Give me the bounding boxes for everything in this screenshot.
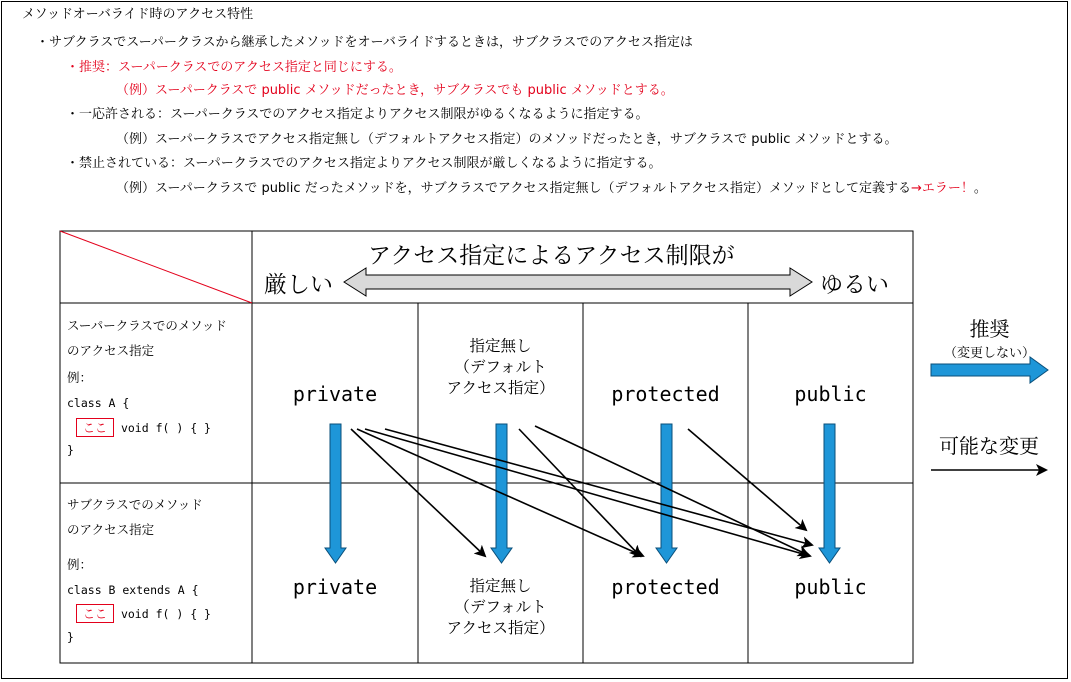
- scale-strict-label: 厳しい: [264, 272, 333, 298]
- row2-code-close: }: [67, 630, 74, 644]
- arrow-default-to-protected: [519, 429, 640, 556]
- page-title: メソッドオーバライド時のアクセス特性: [22, 7, 254, 22]
- row2-code-method: [76, 604, 211, 623]
- row1-example-label: 例：: [67, 370, 93, 385]
- row1-code-method: [76, 418, 211, 437]
- legend-recommended: 推奨: [969, 317, 1010, 341]
- sub-public: public: [794, 575, 867, 599]
- sub-default-line2: （デフォルト: [454, 598, 547, 616]
- sub-private: private: [292, 575, 378, 599]
- sub-protected: protected: [611, 575, 720, 599]
- sub-default-line3: アクセス指定）: [446, 619, 555, 637]
- super-default-line3: アクセス指定）: [446, 379, 555, 397]
- recommended-arrow-protected: [656, 424, 677, 563]
- possible-arrows: [351, 426, 812, 556]
- rule-allowed: ・一応許される：スーパークラスでのアクセス指定よりアクセス制限がゆるくなるように指定する。: [66, 107, 649, 122]
- legend-possible: 可能な変更: [939, 434, 1039, 458]
- row1-title-line2: のアクセス指定: [67, 343, 155, 358]
- rule-allowed-example: （例）スーパークラスでアクセス指定無し（デフォルトアクセス指定）のメソッドだったとき，サブクラスで public メソッドとする。: [116, 132, 898, 147]
- super-public: public: [794, 382, 867, 406]
- sub-default-line1: 指定無し: [469, 577, 532, 595]
- scale-double-arrow: [344, 268, 812, 296]
- row1-title-line1: スーパークラスでのメソッド: [67, 318, 227, 333]
- rule-recommended: ・推奨：スーパークラスでのアクセス指定と同じにする。: [66, 60, 402, 75]
- row1-code-close: }: [67, 443, 74, 457]
- row2-code-signature: void f( ) { }: [120, 607, 211, 621]
- super-default-line2: （デフォルト: [454, 358, 547, 376]
- row2-title-line1: サブクラスでのメソッド: [67, 497, 203, 512]
- rule-forbidden-error: →エラー！: [911, 181, 974, 196]
- header-diagonal: [60, 231, 252, 303]
- super-default-line1: 指定無し: [469, 337, 532, 355]
- super-default: [418, 336, 583, 399]
- recommended-arrow-private: [325, 424, 346, 563]
- row1-here-box: ここ: [76, 418, 114, 437]
- row1-code-class: class A {: [67, 396, 130, 410]
- row2-code-class: class B extends A {: [67, 583, 199, 597]
- intro-text: ・サブクラスでスーパークラスから継承したメソッドをオーバライドするときは，サブクラスでのアクセス指定は: [36, 35, 693, 50]
- arrow-protected-to-public: [688, 429, 806, 530]
- row2-example-label: 例：: [67, 557, 93, 572]
- row1-code-signature: void f( ) { }: [120, 421, 211, 435]
- row2-here-box: ここ: [76, 604, 114, 623]
- recommended-arrow-public: [819, 424, 840, 563]
- arrow-private-to-public-1: [365, 429, 810, 556]
- legend-recommended-sub: （変更しない）: [943, 346, 1035, 361]
- super-protected: protected: [611, 382, 720, 406]
- sub-default: [418, 576, 583, 639]
- super-private: private: [292, 382, 378, 406]
- row2-title-line2: のアクセス指定: [67, 522, 155, 537]
- rule-forbidden: ・禁止されている：スーパークラスでのアクセス指定よりアクセス制限が厳しくなるように指定する。: [66, 156, 662, 171]
- rule-forbidden-example: （例）スーパークラスで public だったメソッドを，サブクラスでアクセス指定無し（デフォルトアクセス指定）メソッドとして定義する: [116, 181, 912, 196]
- rule-forbidden-end: 。: [973, 181, 987, 196]
- rule-recommended-example: （例）スーパークラスで public メソッドだったとき，サブクラスでも public メソッドとする。: [116, 83, 674, 98]
- scale-title: アクセス指定によるアクセス制限が: [368, 243, 735, 269]
- scale-loose-label: ゆるい: [820, 272, 889, 298]
